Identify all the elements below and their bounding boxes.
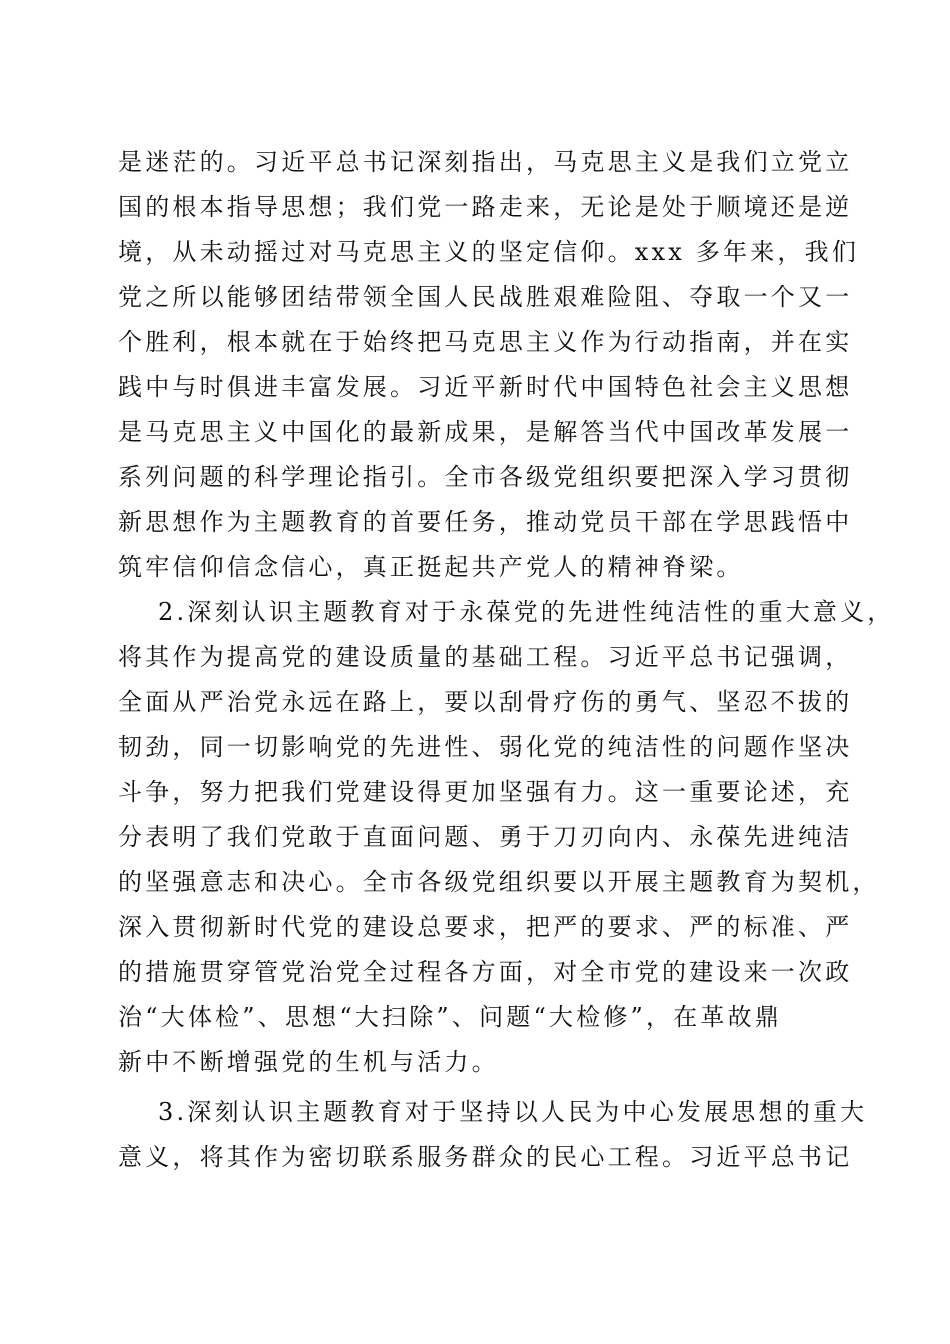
text-line: 的措施贯穿管党治党全过程各方面，对全市党的建设来一次政: [118, 958, 853, 986]
text-line: 践中与时俱进丰富发展。习近平新时代中国特色社会主义思想: [118, 373, 853, 401]
text-line: 深入贯彻新时代党的建设总要求，把严的要求、严的标准、严: [118, 913, 853, 941]
text-line: 是迷茫的。习近平总书记深刻指出，马克思主义是我们立党立: [118, 148, 853, 176]
text-line: 将其作为提高党的建设质量的基础工程。习近平总书记强调，: [118, 643, 853, 671]
paragraph-heading-3: 3.深刻认识主题教育对于坚持以人民为中心发展思想的重大: [158, 1098, 868, 1126]
text-line: 国的根本指导思想；我们党一路走来，无论是处于顺境还是逆: [118, 193, 853, 221]
text-line: 境，从未动摇过对马克思主义的坚定信仰。xxx 多年来，我们: [118, 238, 860, 266]
text-line: 是马克思主义中国化的最新成果，是解答当代中国改革发展一: [118, 418, 853, 446]
text-line: 新中不断增强党的生机与活力。: [118, 1048, 499, 1076]
text-line: 分表明了我们党敢于直面问题、勇于刀刃向内、永葆先进纯洁: [118, 823, 853, 851]
text-line: 意义，将其作为密切联系服务群众的民心工程。习近平总书记: [118, 1143, 853, 1171]
text-line: 系列问题的科学理论指引。全市各级党组织要把深入学习贯彻: [118, 463, 853, 491]
text-line: 个胜利，根本就在于始终把马克思主义作为行动指南，并在实: [118, 328, 853, 356]
text-line: 筑牢信仰信念信心，真正挺起共产党人的精神脊梁。: [118, 553, 744, 581]
text-line: 治“大体检”、思想“大扫除”、问题“大检修”，在革故鼎: [118, 1003, 783, 1031]
paragraph-heading-2: 2.深刻认识主题教育对于永葆党的先进性纯洁性的重大意义，: [158, 598, 895, 626]
text-line: 全面从严治党永远在路上，要以刮骨疗伤的勇气、坚忍不拔的: [118, 688, 853, 716]
text-line: 的坚强意志和决心。全市各级党组织要以开展主题教育为契机，: [118, 868, 880, 896]
text-line: 新思想作为主题教育的首要任务，推动党员干部在学思践悟中: [118, 508, 853, 536]
text-line: 党之所以能够团结带领全国人民战胜艰难险阻、夺取一个又一: [118, 283, 853, 311]
text-line: 韧劲，同一切影响党的先进性、弱化党的纯洁性的问题作坚决: [118, 733, 853, 761]
text-line: 斗争，努力把我们党建设得更加坚强有力。这一重要论述，充: [118, 778, 853, 806]
